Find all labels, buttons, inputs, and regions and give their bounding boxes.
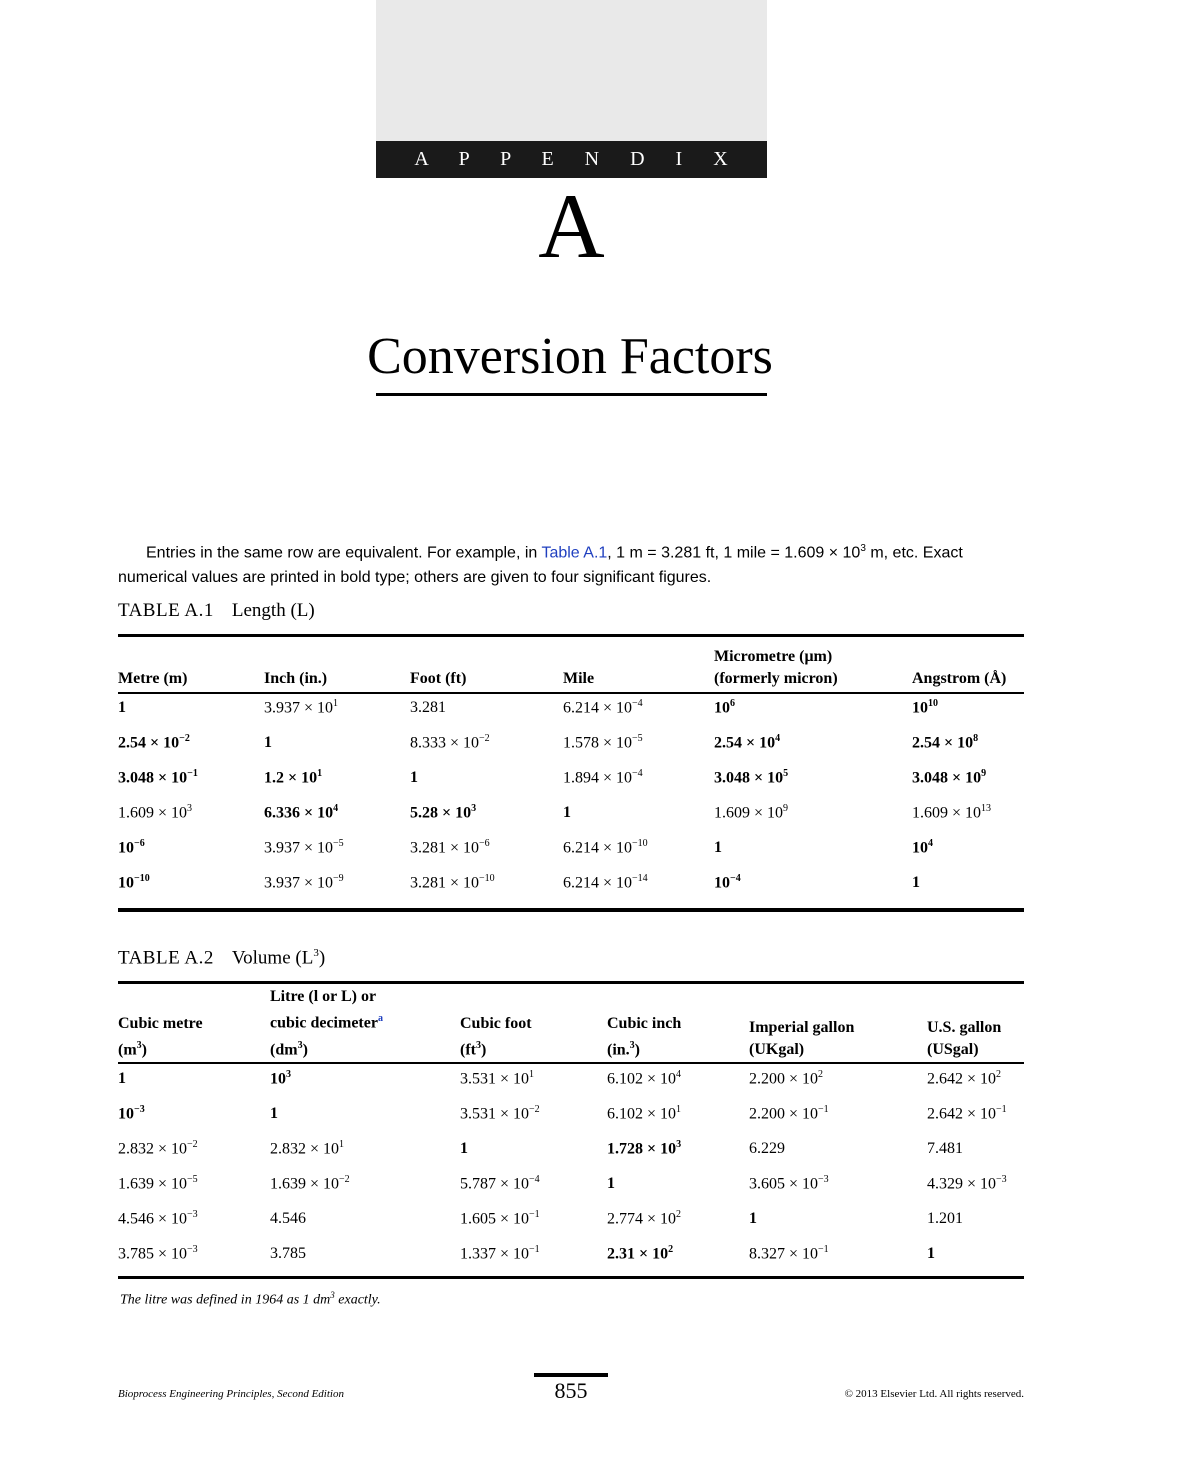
table-a2-bottom-rule — [118, 1276, 1024, 1279]
col-header: Micrometre (μm) (formerly micron) — [714, 648, 838, 687]
table-cell: $2.200 \times 10^{-1}$ — [749, 1103, 829, 1123]
table-cell: $1.609 \times 10^9$ — [714, 802, 789, 822]
table-cell: 1 — [563, 803, 571, 821]
table-a2-header-rule — [118, 1062, 1024, 1064]
table-cell: $10^{-10}$ — [118, 872, 150, 892]
table-cell: 4.546 — [270, 1209, 306, 1227]
table-a1-header-rule — [118, 692, 1024, 694]
table-cell: $1.609 \times 10^{13}$ — [912, 802, 992, 822]
table-row — [118, 865, 1024, 900]
table-a2-caption: TABLE A.2 Volume $(L^3)$ — [118, 947, 326, 969]
table-cell: $2.642 \times 10^{-1}$ — [927, 1103, 1007, 1123]
table-cell: $5.28 \times 10^3$ — [410, 802, 477, 822]
table-cell: 1.201 — [927, 1209, 963, 1227]
table-cell: $4.329 \times 10^{-3}$ — [927, 1173, 1007, 1193]
table-cell: 1 — [460, 1139, 468, 1157]
table-cell: 1 — [118, 698, 126, 716]
table-cell: $3.531 \times 10^1$ — [460, 1068, 535, 1088]
table-cell: $3.937 \times 10^1$ — [264, 697, 339, 717]
table-cell: $2.31 \times 10^2$ — [607, 1243, 674, 1263]
table-cell: $3.605 \times 10^{-3}$ — [749, 1173, 829, 1193]
copyright: © 2013 Elsevier Ltd. All rights reserved. — [844, 1388, 1024, 1400]
table-cell: 3.281 — [410, 698, 446, 716]
table-cell: 1 — [714, 838, 722, 856]
table-cell: $6.102 \times 10^4$ — [607, 1068, 682, 1088]
col-header: Litre (l or L) or cubic decimeter$^a$ $(dm^3)$ — [270, 988, 383, 1058]
col-header: Metre (m) — [118, 670, 188, 687]
table-a2-body — [118, 1061, 1024, 1271]
table-a2-top-rule — [118, 981, 1024, 984]
table-cell: $3.281 \times 10^{-10}$ — [410, 872, 495, 892]
table-cell: $1.639 \times 10^{-2}$ — [270, 1173, 350, 1193]
table-cell: $6.214 \times 10^{-10}$ — [563, 837, 648, 857]
page-title: Conversion Factors — [367, 328, 773, 385]
col-header: Imperial gallon (UKgal) — [749, 1019, 855, 1058]
table-cell: $6.336 \times 10^4$ — [264, 802, 339, 822]
table-cell: $6.214 \times 10^{-14}$ — [563, 872, 648, 892]
table-row — [118, 1096, 1024, 1131]
table-cell: 1 — [927, 1244, 935, 1262]
table-cell: $1.337 \times 10^{-1}$ — [460, 1243, 540, 1263]
table-row — [118, 690, 1024, 725]
col-header: Angstrom (Å) — [912, 670, 1007, 687]
table-cell: $10^{-4}$ — [714, 872, 741, 892]
table-cell: $8.327 \times 10^{-1}$ — [749, 1243, 829, 1263]
col-header: Cubic foot $(ft^3)$ — [460, 1014, 532, 1058]
table-cell: 1 — [118, 1069, 126, 1087]
table-cell: $1.609 \times 10^3$ — [118, 802, 193, 822]
title-underline — [376, 393, 767, 396]
appendix-letter: A — [538, 175, 605, 277]
table-row — [118, 760, 1024, 795]
table-a2 — [118, 986, 1024, 1271]
col-header: Cubic inch (in.$^3$) — [607, 1014, 682, 1058]
page-number-rule — [534, 1373, 608, 1377]
table-cell: $1.639 \times 10^{-5}$ — [118, 1173, 198, 1193]
table-row — [118, 795, 1024, 830]
table-cell: $4.546 \times 10^{-3}$ — [118, 1208, 198, 1228]
table-cell: $3.937 \times 10^{-9}$ — [264, 872, 344, 892]
table-cell: 1 — [912, 873, 920, 891]
table-row — [118, 1236, 1024, 1271]
footnote-marker[interactable]: a — [377, 1013, 383, 1025]
table-cell: $10^{10}$ — [912, 697, 938, 717]
table-cell: $2.832 \times 10^1$ — [270, 1138, 345, 1158]
table-row — [118, 830, 1024, 865]
table-cell: $1.894 \times 10^{-4}$ — [563, 767, 643, 787]
table-a1-link[interactable]: Table A.1 — [541, 544, 608, 562]
table-cell: $5.787 \times 10^{-4}$ — [460, 1173, 540, 1193]
col-header: Cubic metre $(m^3)$ — [118, 1014, 203, 1058]
book-title: Bioprocess Engineering Principles, Second Edition — [118, 1388, 344, 1400]
table-cell: $3.785 \times 10^{-3}$ — [118, 1243, 198, 1263]
table-cell: $2.200 \times 10^2$ — [749, 1068, 824, 1088]
table-a1 — [118, 640, 1024, 900]
table-cell: $6.214 \times 10^{-4}$ — [563, 697, 643, 717]
table-row — [118, 725, 1024, 760]
col-header: Inch (in.) — [264, 670, 328, 687]
col-header: Foot (ft) — [410, 670, 467, 687]
table-a1-bottom-rule — [118, 908, 1024, 912]
table-cell: $10^4$ — [912, 837, 933, 857]
table-cell: $1.2 \times 10^1$ — [264, 767, 323, 787]
col-header: U.S. gallon (USgal) — [927, 1019, 1002, 1058]
table-row — [118, 1131, 1024, 1166]
table-cell: $3.048 \times 10^5$ — [714, 767, 789, 787]
appendix-label: A P P E N D I X — [376, 141, 767, 178]
col-header: Mile — [563, 670, 595, 687]
table-cell: $3.281 \times 10^{-6}$ — [410, 837, 490, 857]
table-cell: 7.481 — [927, 1139, 963, 1157]
table-cell: 1 — [410, 768, 418, 786]
page-number: 855 — [554, 1378, 588, 1403]
intro-paragraph: Entries in the same row are equivalent. For example, in Table A.1, 1 m = 3.281 ft, 1 mile = $1.609 \times 10^3$ m, etc. Exact numerical values are printed in bold type; others are given to four significant figures. — [118, 543, 963, 587]
table-cell: $2.54 \times 10^4$ — [714, 732, 781, 752]
table-cell: $1.605 \times 10^{-1}$ — [460, 1208, 540, 1228]
table-row — [118, 1061, 1024, 1096]
table-a2-footnote: The litre was defined in 1964 as 1 $dm^3$ exactly. — [120, 1290, 381, 1308]
table-a1-top-rule — [118, 634, 1024, 637]
table-cell: $2.54 \times 10^{-2}$ — [118, 732, 190, 752]
table-cell: $6.102 \times 10^1$ — [607, 1103, 682, 1123]
appendix-header-box — [376, 0, 767, 141]
table-cell: 3.785 — [270, 1244, 306, 1262]
table-cell: 1 — [607, 1174, 615, 1192]
table-cell: $3.531 \times 10^{-2}$ — [460, 1103, 540, 1123]
table-a1-caption: TABLE A.1 Length (L) — [118, 600, 315, 621]
table-cell: $3.048 \times 10^9$ — [912, 767, 987, 787]
table-cell: $2.54 \times 10^8$ — [912, 732, 979, 752]
table-cell: $2.774 \times 10^2$ — [607, 1208, 682, 1228]
table-cell: $10^{-3}$ — [118, 1103, 145, 1123]
table-row — [118, 1201, 1024, 1236]
table-cell: $1.578 \times 10^{-5}$ — [563, 732, 643, 752]
table-cell: 6.229 — [749, 1139, 785, 1157]
table-cell: $3.937 \times 10^{-5}$ — [264, 837, 344, 857]
table-cell: 1 — [270, 1104, 278, 1122]
table-row — [118, 1166, 1024, 1201]
table-cell: 1 — [264, 733, 272, 751]
table-cell: $1.728 \times 10^3$ — [607, 1138, 682, 1158]
table-a1-body — [118, 690, 1024, 900]
table-cell: $10^6$ — [714, 697, 735, 717]
table-cell: $2.642 \times 10^2$ — [927, 1068, 1002, 1088]
table-cell: $10^3$ — [270, 1068, 291, 1088]
table-cell: $2.832 \times 10^{-2}$ — [118, 1138, 198, 1158]
table-cell: $10^{-6}$ — [118, 837, 145, 857]
table-cell: $8.333 \times 10^{-2}$ — [410, 732, 490, 752]
table-cell: 1 — [749, 1209, 757, 1227]
table-cell: $3.048 \times 10^{-1}$ — [118, 767, 198, 787]
